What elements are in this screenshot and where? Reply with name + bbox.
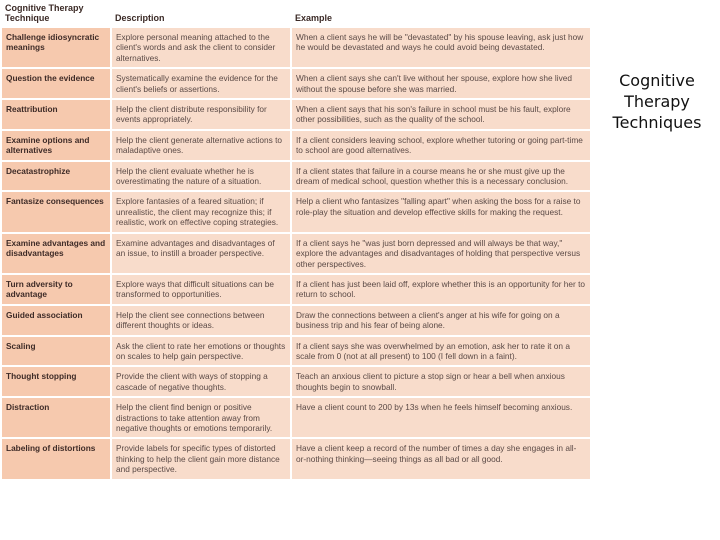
table-row bbox=[2, 398, 590, 437]
description-cell: Help the client generate alternative actions to maladaptive ones. bbox=[112, 131, 290, 160]
table-body bbox=[2, 28, 590, 479]
side-title-line: Techniques bbox=[612, 113, 702, 132]
technique-cell: Examine options and alternatives bbox=[2, 131, 110, 160]
table-row bbox=[2, 100, 590, 129]
side-title-line: Cognitive bbox=[619, 71, 695, 90]
table-row bbox=[2, 275, 590, 304]
example-cell: Draw the connections between a client's anger at his wife for going on a business trip and his fear of being alone. bbox=[292, 306, 590, 335]
table-row bbox=[2, 234, 590, 273]
table-row bbox=[2, 69, 590, 98]
side-title bbox=[598, 70, 716, 133]
description-cell: Help the client distribute responsibility for events appropriately. bbox=[112, 100, 290, 129]
description-cell: Help the client see connections between different thoughts or ideas. bbox=[112, 306, 290, 335]
header-technique: Cognitive Therapy Technique bbox=[2, 2, 110, 26]
description-cell: Explore personal meaning attached to the client's words and ask the client to consider alternatives. bbox=[112, 28, 290, 67]
example-cell: Teach an anxious client to picture a stop sign or hear a bell when anxious thoughts begin to snowball. bbox=[292, 367, 590, 396]
table-row bbox=[2, 306, 590, 335]
example-cell: Have a client count to 200 by 13s when he feels himself becoming anxious. bbox=[292, 398, 590, 437]
example-cell: If a client has just been laid off, explore whether this is an opportunity for her to return to school. bbox=[292, 275, 590, 304]
example-cell: When a client says she can't live without her spouse, explore how she lived without the spouse before she was married. bbox=[292, 69, 590, 98]
description-cell: Provide labels for specific types of distorted thinking to help the client gain more distance and perspective. bbox=[112, 439, 290, 478]
description-cell: Explore fantasies of a feared situation; if unrealistic, the client may recognize this; if realistic, work on effective coping strategies. bbox=[112, 192, 290, 231]
table-row bbox=[2, 162, 590, 191]
description-cell: Help the client evaluate whether he is overestimating the nature of a situation. bbox=[112, 162, 290, 191]
table-row bbox=[2, 192, 590, 231]
technique-cell: Question the evidence bbox=[2, 69, 110, 98]
technique-cell: Reattribution bbox=[2, 100, 110, 129]
description-cell: Examine advantages and disadvantages of an issue, to instill a broader perspective. bbox=[112, 234, 290, 273]
description-cell: Help the client find benign or positive distractions to take attention away from negative thoughts or emotions temporarily. bbox=[112, 398, 290, 437]
example-cell: When a client says he will be "devastated" by his spouse leaving, ask just how he would be devastated and ways he could avoid being devastated. bbox=[292, 28, 590, 67]
table-row bbox=[2, 367, 590, 396]
technique-cell: Thought stopping bbox=[2, 367, 110, 396]
header-example: Example bbox=[292, 2, 590, 26]
example-cell: Have a client keep a record of the number of times a day she engages in all-or-nothing thinking—seeing things as all bad or all good. bbox=[292, 439, 590, 478]
example-cell: Help a client who fantasizes "falling apart" when asking the boss for a raise to role-play the situation and develop effective skills for making the request. bbox=[292, 192, 590, 231]
table-row bbox=[2, 28, 590, 67]
technique-cell: Scaling bbox=[2, 337, 110, 366]
technique-cell: Fantasize consequences bbox=[2, 192, 110, 231]
description-cell: Explore ways that difficult situations can be transformed to opportunities. bbox=[112, 275, 290, 304]
table-row bbox=[2, 337, 590, 366]
example-cell: When a client says that his son's failure in school must be his fault, explore other possibilities, such as the quality of the school. bbox=[292, 100, 590, 129]
example-cell: If a client considers leaving school, explore whether tutoring or going part-time to school are good alternatives. bbox=[292, 131, 590, 160]
side-title-line: Therapy bbox=[624, 92, 690, 111]
technique-cell: Turn adversity to advantage bbox=[2, 275, 110, 304]
technique-cell: Decatastrophize bbox=[2, 162, 110, 191]
example-cell: If a client states that failure in a course means he or she must give up the dream of medical school, question whether this is a necessary conclusion. bbox=[292, 162, 590, 191]
description-cell: Provide the client with ways of stopping a cascade of negative thoughts. bbox=[112, 367, 290, 396]
technique-cell: Challenge idiosyncratic meanings bbox=[2, 28, 110, 67]
example-cell: If a client says he "was just born depressed and will always be that way," explore the advantages and disadvantages of holding that perspective versus other perspectives. bbox=[292, 234, 590, 273]
table-row bbox=[2, 131, 590, 160]
example-cell: If a client says she was overwhelmed by an emotion, ask her to rate it on a scale from 0 (not at all present) to 100 (I fell down in a faint). bbox=[292, 337, 590, 366]
technique-cell: Guided association bbox=[2, 306, 110, 335]
technique-cell: Labeling of distortions bbox=[2, 439, 110, 478]
technique-cell: Distraction bbox=[2, 398, 110, 437]
table-header-row bbox=[2, 2, 590, 26]
header-description: Description bbox=[112, 2, 290, 26]
description-cell: Systematically examine the evidence for the client's beliefs or assertions. bbox=[112, 69, 290, 98]
description-cell: Ask the client to rate her emotions or thoughts on scales to help gain perspective. bbox=[112, 337, 290, 366]
technique-cell: Examine advantages and disadvantages bbox=[2, 234, 110, 273]
table-row bbox=[2, 439, 590, 478]
